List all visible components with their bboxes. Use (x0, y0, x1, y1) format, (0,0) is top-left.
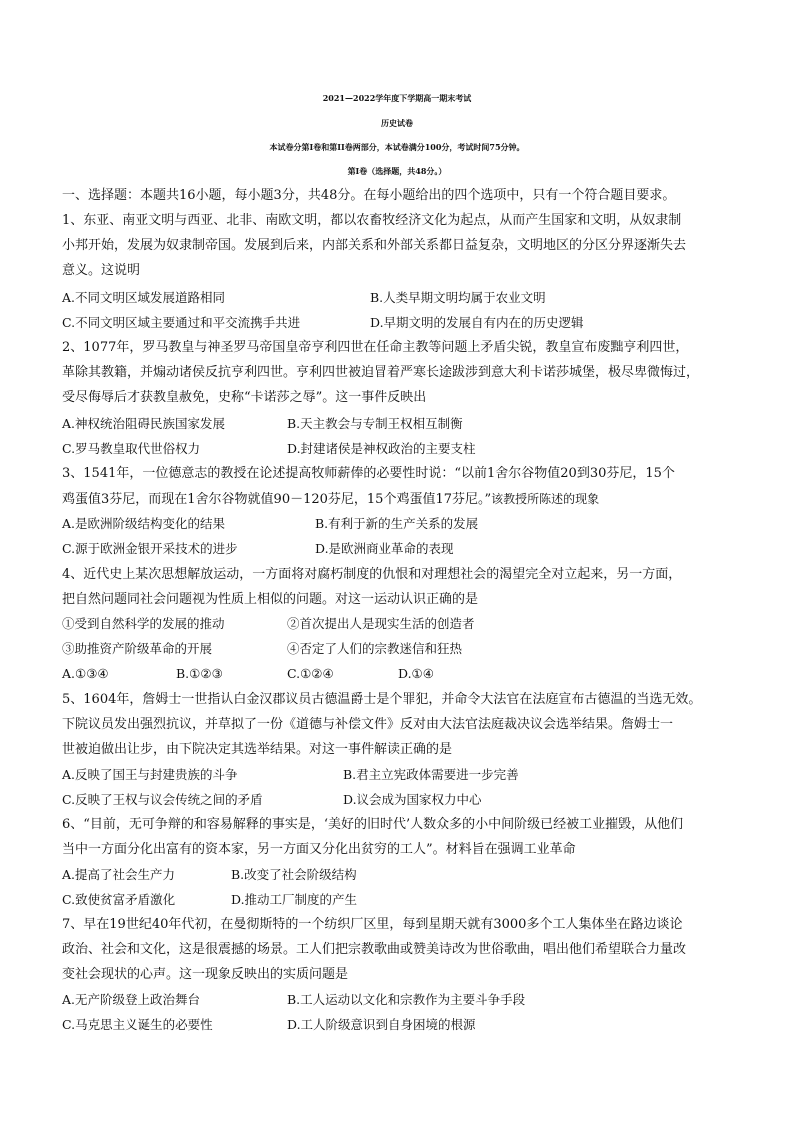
question-3-option-d: D.是欧洲商业革命的表现 (315, 541, 454, 556)
question-7-option-a: A.无产阶级登上政治舞台 (62, 992, 201, 1007)
question-3-line-2 (62, 490, 599, 509)
section-title: 第I卷（选择题，共48分。） (347, 166, 447, 176)
question-1-option-d: D.早期文明的发展自有内在的历史逻辑 (370, 315, 584, 330)
question-4-statement-2: ②首次提出人是现实生活的创造者 (287, 616, 475, 631)
section-intro: 一、选择题：本题共16小题，每小题3分，共48分。在每小题给出的四个选项中，只有一个符合题目要求。 (62, 188, 676, 203)
question-4-statement-3: ③助推资产阶级革命的开展 (62, 641, 213, 656)
subject-title: 历史试卷 (381, 118, 413, 128)
question-6-option-a: A.提高了社会生产力 (62, 867, 176, 882)
question-4-option-c: C.①②④ (287, 666, 334, 681)
question-5-option-a: A.反映了国王与封建贵族的斗争 (62, 767, 238, 782)
question-7-line-2: 政治、社会和文化，这是很震撼的场景。工人们把宗教歌曲或赞美诗改为世俗歌曲，唱出他们希望联合力量改 (62, 942, 687, 957)
question-6-option-b: B.改变了社会阶级结构 (231, 867, 357, 882)
question-5-line-1: 5、1604年，詹姆士一世指认白金汉郡议员古德温爵士是个罪犯，并命令大法官在法庭宣布古德温的当选无效。 (62, 692, 702, 707)
question-7-line-3: 变社会现状的心声。这一现象反映出的实质问题是 (62, 967, 349, 982)
question-4-option-a: A.①③④ (62, 666, 109, 681)
question-4-line-2: 把自然问题同社会问题视为性质上相似的问题。对这一运动认识正确的是 (62, 592, 479, 607)
question-1-option-a: A.不同文明区域发展道路相同 (62, 290, 226, 305)
question-7-option-d: D.工人阶级意识到自身困境的根源 (287, 1017, 476, 1032)
question-2-option-d: D.封建诸侯是神权政治的主要支柱 (287, 441, 476, 456)
question-1-line-1: 1、东亚、南亚文明与西亚、北非、南欧文明，都以农畜牧经济文化为起点，从而产生国家和文明，从奴隶制 (62, 213, 682, 228)
question-3-option-b: B.有利于新的生产关系的发展 (315, 516, 479, 531)
question-3-line-2-text: 鸡蛋值3芬尼，而现在1舍尔谷物就值90－120芬尼，15个鸡蛋值17芬尼。” (62, 492, 492, 507)
question-3-option-a: A.是欧洲阶级结构变化的结果 (62, 516, 226, 531)
question-4-option-b: B.①②③ (176, 666, 223, 681)
question-6-option-d: D.推动工厂制度的产生 (231, 892, 358, 907)
question-2-line-3: 受尽侮辱后才获教皇赦免，史称“卡诺莎之辱”。这一事件反映出 (62, 390, 427, 405)
question-5-line-2: 下院议员发出强烈抗议，并草拟了一份《道德与补偿文件》反对由大法官法庭裁决议会选举结果。詹姆士一 (62, 717, 674, 732)
question-4-statement-4: ④否定了人们的宗教迷信和狂热 (287, 641, 463, 656)
exam-title: 2021—2022学年度下学期高一期末考试 (322, 93, 472, 103)
question-5-option-c: C.反映了王权与议会传统之间的矛盾 (62, 792, 263, 807)
question-3-line-1: 3、1541年，一位德意志的教授在论述提高牧师薪俸的必要性时说：“以前1舍尔谷物值20到30芬尼，15个 (62, 466, 675, 481)
question-7-option-c: C.马克思主义诞生的必要性 (62, 1017, 213, 1032)
question-1-line-3: 意义。这说明 (62, 263, 141, 278)
question-4-option-d: D.①④ (398, 666, 434, 681)
question-3-option-c: C.源于欧洲金银开采技术的进步 (62, 541, 238, 556)
question-6-option-c: C.致使贫富矛盾激化 (62, 892, 176, 907)
question-6-line-1: 6、“目前，无可争辩的和容易解释的事实是，‘美好的旧时代’人数众多的小中间阶级已经被工业摧毁，从他们 (62, 817, 684, 832)
question-2-option-a: A.神权统治阻碍民族国家发展 (62, 416, 226, 431)
question-1-line-2: 小邦开始，发展为奴隶制帝国。发展到后来，内部关系和外部关系都日益复杂，文明地区的分区分界逐渐失去 (62, 238, 687, 253)
exam-instructions: 本试卷分第I卷和第II卷两部分，本试卷满分100分，考试时间75分钟。 (269, 142, 525, 152)
question-5-option-b: B.君主立宪政体需要进一步完善 (343, 767, 519, 782)
question-5-line-3: 世被迫做出让步，由下院决定其选举结果。对这一事件解读正确的是 (62, 742, 453, 757)
question-4-line-1: 4、近代史上某次思想解放运动，一方面将对腐朽制度的仇恨和对理想社会的渴望完全对立起来，另一方面， (62, 567, 682, 582)
question-2-line-2: 革除其教籍，并煽动诸侯反抗亨利四世。亨利四世被迫冒着严寒长途跋涉到意大利卡诺莎城堡，极尽卑微悔过， (62, 365, 700, 380)
question-6-line-2: 当中一方面分化出富有的资本家，另一方面又分化出贫穷的工人”。材料旨在强调工业革命 (62, 842, 576, 857)
question-3-line-2-tail: 该教授所陈述的现象 (491, 492, 600, 506)
question-7-line-1: 7、早在19世纪40年代初，在曼彻斯特的一个纺织厂区里，每到星期天就有3000多个工人集体坐在路边谈论 (62, 917, 683, 932)
question-1-option-c: C.不同文明区域主要通过和平交流携手共进 (62, 315, 301, 330)
question-5-option-d: D.议会成为国家权力中心 (343, 792, 482, 807)
question-2-option-b: B.天主教会与专制王权相互制衡 (287, 416, 463, 431)
question-7-option-b: B.工人运动以文化和宗教作为主要斗争手段 (287, 992, 526, 1007)
question-1-option-b: B.人类早期文明均属于农业文明 (370, 290, 546, 305)
question-2-line-1: 2、1077年，罗马教皇与神圣罗马帝国皇帝亨利四世在任命主教等问题上矛盾尖锐，教皇宣布废黜亨利四世， (62, 340, 689, 355)
question-4-statement-1: ①受到自然科学的发展的推动 (62, 616, 225, 631)
question-2-option-c: C.罗马教皇取代世俗权力 (62, 441, 201, 456)
